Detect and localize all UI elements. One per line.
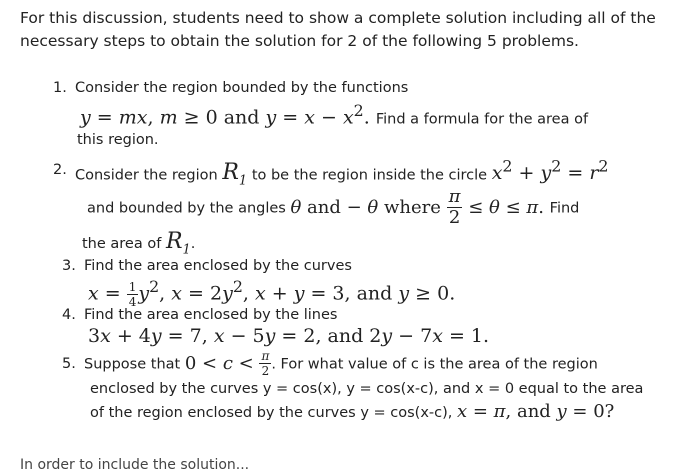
problem-2-number: 2. [53, 162, 67, 178]
problem-1-equation: y = mx, m ≥ 0 and $y = x - x^2$. Find a formula for the area of [80, 101, 589, 129]
pi-over-2-fraction: $\frac{\pi}{2}$ [448, 186, 461, 228]
problem-4-equation: 3x + 4y = 7, x − 5y = 2, and 2y − 7x = 1. [88, 325, 490, 347]
circle-equation: $x^2 + y^2 = r^2$ [491, 157, 609, 185]
region-r1-symbol-2: $R_1$ [165, 229, 191, 258]
problem-1-text: Consider the region bounded by the functions [75, 80, 409, 96]
problem-1-tail: Find a formula for the area of [375, 111, 589, 128]
problem-5-line3 [90, 401, 614, 422]
problem-3-number: 3. [62, 258, 76, 274]
problem-2-text-b: to be the region inside the circle [251, 167, 488, 184]
problem-2-text-d: Find [549, 200, 580, 217]
problem-4-number: 4. [62, 307, 76, 323]
c-range: 0 < c < $\frac{\pi}{2}$ [184, 349, 270, 378]
problem-2-text-e: the area of [82, 236, 162, 252]
problem-2-text-c: and bounded by the angles [87, 200, 286, 217]
angle-bounds: θ and − θ where $\frac{\pi}{2}$ ≤ θ ≤ π. [290, 186, 550, 228]
problem-5-equation: x = π, and y = 0? [456, 401, 615, 422]
problem-5-text-a: Suppose that [84, 356, 181, 373]
problem-2-line2 [87, 188, 579, 227]
problem-4-text: Find the area enclosed by the lines [84, 307, 338, 323]
problem-2-text-a: Consider the region [75, 167, 218, 184]
problem-5-text-line3: of the region enclosed by the curves y = cos(x-c), [90, 405, 453, 421]
problem-5-number: 5. [62, 356, 76, 372]
problem-3-equation: x = $\frac{1}{4}$ $y^2$, $x = 2y^2$, x + y = 3, and y ≥ 0. [88, 277, 456, 309]
problem-2-line3: the area of $R_1$. [82, 229, 196, 258]
problem-1-line3: this region. [77, 132, 159, 148]
problem-1-number: 1. [53, 80, 67, 96]
discussion-instructions: For this discussion, students need to show a complete solution including all of the necessary steps to obtain the solution for 2 of the following 5 problems. [20, 9, 656, 50]
cutoff-text: In order to include the solution... [20, 457, 250, 473]
problem-5-line2: enclosed by the curves y = cos(x), y = cos(x-c), and x = 0 equal to the area [90, 381, 644, 397]
problem-2-line1 [75, 157, 608, 189]
problem-3-text: Find the area enclosed by the curves [84, 258, 352, 274]
problem-5-text-b: For what value of c is the area of the region [280, 356, 598, 373]
problem-5-line1: Suppose that 0 < c < $\frac{\pi}{2}$ . For what value of c is the area of the region [84, 349, 598, 378]
region-r1-symbol: $R_1$ [222, 160, 248, 189]
